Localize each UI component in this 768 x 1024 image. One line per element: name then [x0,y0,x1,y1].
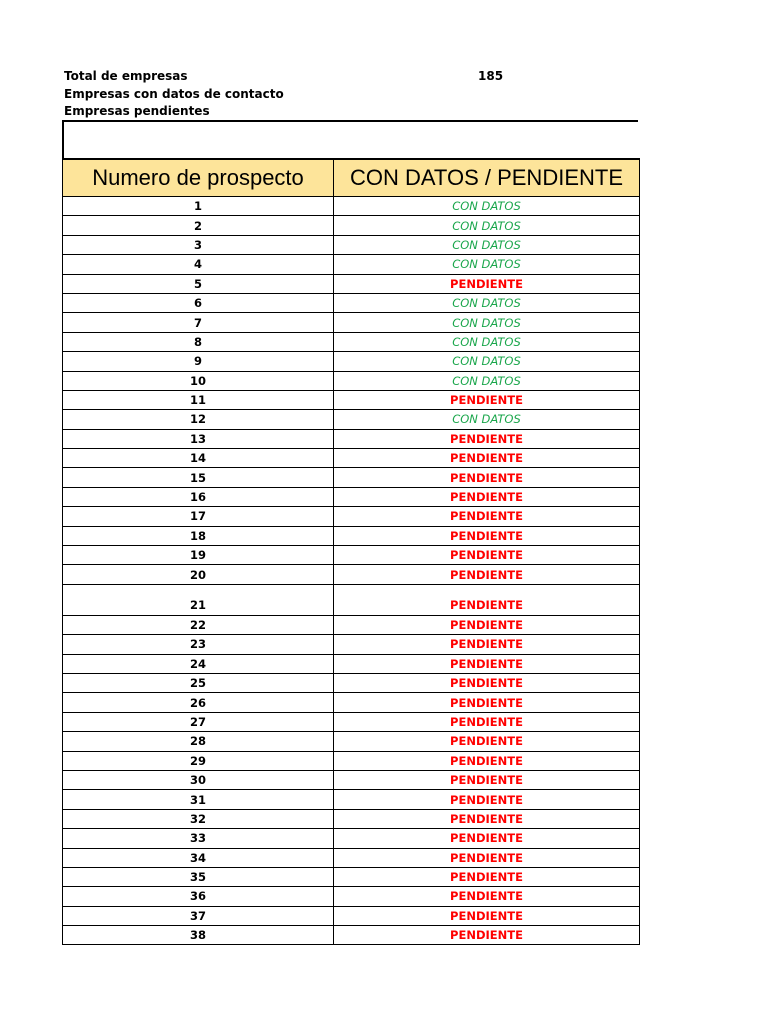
status-con-datos-cell: CON DATOS [334,410,640,429]
status-pendiente-cell: PENDIENTE [334,615,640,634]
status-con-datos-cell: CON DATOS [334,216,640,235]
table-row [63,197,640,216]
prospect-number-cell: 30 [63,770,334,789]
status-con-datos-cell: CON DATOS [334,293,640,312]
table-row [63,526,640,545]
prospect-number-cell: 22 [63,615,334,634]
status-pendiente-cell: PENDIENTE [334,429,640,448]
status-pendiente-cell: PENDIENTE [334,546,640,565]
prospect-number-cell: 25 [63,673,334,692]
blank-cell-box [62,120,638,158]
prospect-number-cell: 16 [63,487,334,506]
table-row [63,584,640,615]
status-pendiente-cell: PENDIENTE [334,526,640,545]
table-row [63,770,640,789]
table-row [63,654,640,673]
table-row [63,712,640,731]
prospect-number-cell: 37 [63,906,334,925]
prospect-number-cell: 29 [63,751,334,770]
status-con-datos-cell: CON DATOS [334,313,640,332]
prospect-number-cell: 31 [63,790,334,809]
table-row [63,487,640,506]
table-row [63,332,640,351]
prospect-number-cell: 5 [63,274,334,293]
prospect-number-cell: 8 [63,332,334,351]
table-row [63,468,640,487]
status-con-datos-cell: CON DATOS [334,235,640,254]
table-row [63,809,640,828]
status-pendiente-cell: PENDIENTE [334,887,640,906]
status-pendiente-cell: PENDIENTE [334,635,640,654]
prospect-number-cell: 28 [63,732,334,751]
status-pendiente-cell: PENDIENTE [334,565,640,584]
status-pendiente-cell: PENDIENTE [334,751,640,770]
prospect-number-cell: 12 [63,410,334,429]
status-pendiente-cell: PENDIENTE [334,584,640,615]
prospect-number-cell: 36 [63,887,334,906]
table-row [63,906,640,925]
prospect-number-cell: 35 [63,867,334,886]
table-row [63,352,640,371]
prospect-number-cell: 14 [63,449,334,468]
status-con-datos-cell: CON DATOS [334,255,640,274]
prospect-number-cell: 15 [63,468,334,487]
prospect-number-cell: 23 [63,635,334,654]
prospect-number-cell: 26 [63,693,334,712]
prospect-number-cell: 3 [63,235,334,254]
status-pendiente-cell: PENDIENTE [334,673,640,692]
prospect-number-cell: 19 [63,546,334,565]
table-row [63,751,640,770]
total-empresas-label: Total de empresas [64,69,188,83]
status-pendiente-cell: PENDIENTE [334,867,640,886]
status-pendiente-cell: PENDIENTE [334,468,640,487]
table-row [63,410,640,429]
prospect-number-cell: 6 [63,293,334,312]
header-estado: CON DATOS / PENDIENTE [334,159,640,197]
status-pendiente-cell: PENDIENTE [334,274,640,293]
prospect-table [62,158,640,945]
status-pendiente-cell: PENDIENTE [334,390,640,409]
table-row [63,887,640,906]
summary-block [64,68,284,121]
prospect-number-cell: 2 [63,216,334,235]
table-row [63,293,640,312]
status-pendiente-cell: PENDIENTE [334,732,640,751]
prospect-number-cell: 24 [63,654,334,673]
table-row [63,565,640,584]
prospect-number-cell: 4 [63,255,334,274]
table-row [63,615,640,634]
prospect-number-cell: 11 [63,390,334,409]
status-con-datos-cell: CON DATOS [334,352,640,371]
table-row [63,732,640,751]
empresas-pendientes-label: Empresas pendientes [64,104,210,118]
table-row [63,216,640,235]
table-row [63,274,640,293]
table-row [63,867,640,886]
prospect-number-cell: 10 [63,371,334,390]
table-row [63,371,640,390]
status-pendiente-cell: PENDIENTE [334,829,640,848]
prospect-number-cell: 7 [63,313,334,332]
table-row [63,507,640,526]
prospect-number-cell: 27 [63,712,334,731]
table-row [63,546,640,565]
prospect-number-cell: 17 [63,507,334,526]
status-pendiente-cell: PENDIENTE [334,770,640,789]
table-row [63,390,640,409]
table-body [63,197,640,945]
table-row [63,829,640,848]
status-pendiente-cell: PENDIENTE [334,809,640,828]
table-row [63,693,640,712]
table-row [63,790,640,809]
prospect-number-cell: 18 [63,526,334,545]
empresas-con-datos-label: Empresas con datos de contacto [64,86,284,101]
table-header-row [63,159,640,197]
table-row [63,255,640,274]
status-pendiente-cell: PENDIENTE [334,449,640,468]
status-con-datos-cell: CON DATOS [334,197,640,216]
status-pendiente-cell: PENDIENTE [334,848,640,867]
status-pendiente-cell: PENDIENTE [334,926,640,945]
header-numero-prospecto: Numero de prospecto [63,159,334,197]
table-row [63,848,640,867]
status-pendiente-cell: PENDIENTE [334,906,640,925]
status-con-datos-cell: CON DATOS [334,371,640,390]
status-pendiente-cell: PENDIENTE [334,507,640,526]
table-row [63,429,640,448]
table-row [63,313,640,332]
prospect-number-cell: 38 [63,926,334,945]
status-pendiente-cell: PENDIENTE [334,487,640,506]
table-row [63,235,640,254]
total-empresas-value: 185 [478,69,504,83]
prospect-number-cell: 1 [63,197,334,216]
prospect-number-cell: 21 [63,584,334,615]
prospect-number-cell: 20 [63,565,334,584]
status-pendiente-cell: PENDIENTE [334,693,640,712]
status-pendiente-cell: PENDIENTE [334,790,640,809]
prospect-number-cell: 13 [63,429,334,448]
table-row [63,926,640,945]
status-pendiente-cell: PENDIENTE [334,654,640,673]
table-row [63,635,640,654]
status-pendiente-cell: PENDIENTE [334,712,640,731]
table-row [63,449,640,468]
table-row [63,673,640,692]
prospect-number-cell: 34 [63,848,334,867]
status-con-datos-cell: CON DATOS [334,332,640,351]
prospect-number-cell: 32 [63,809,334,828]
prospect-number-cell: 9 [63,352,334,371]
prospect-number-cell: 33 [63,829,334,848]
